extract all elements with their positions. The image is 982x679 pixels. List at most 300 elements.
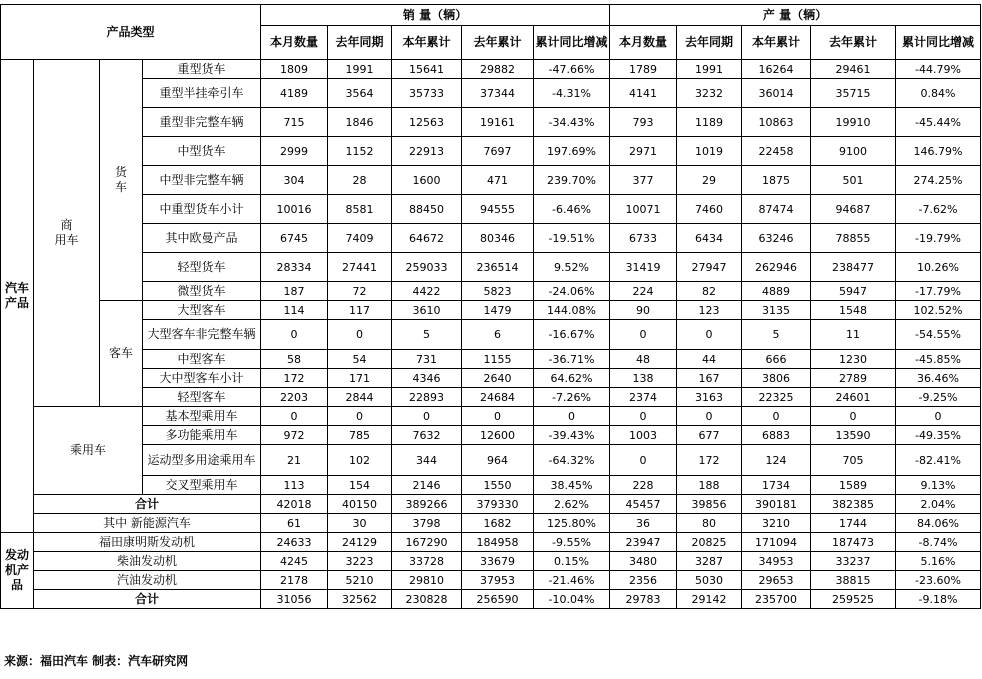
production-value: -49.35% bbox=[896, 426, 981, 445]
sales-value: 2146 bbox=[392, 476, 462, 495]
production-value: 10071 bbox=[610, 195, 677, 224]
sales-value: 10016 bbox=[261, 195, 328, 224]
sales-value: 1846 bbox=[328, 108, 392, 137]
sales-value: 259033 bbox=[392, 253, 462, 282]
production-value: 63246 bbox=[742, 224, 811, 253]
column-header: 累计同比增减 bbox=[896, 26, 981, 60]
sales-value: 3798 bbox=[392, 514, 462, 533]
category-passenger: 乘用车 bbox=[34, 407, 143, 495]
table-row bbox=[1, 533, 981, 552]
production-value: 172 bbox=[677, 445, 742, 476]
production-value: 677 bbox=[677, 426, 742, 445]
production-value: 22458 bbox=[742, 137, 811, 166]
sales-value: 28 bbox=[328, 166, 392, 195]
row-label: 中重型货车小计 bbox=[143, 195, 261, 224]
sales-value: 32562 bbox=[328, 590, 392, 609]
production-value: 13590 bbox=[811, 426, 896, 445]
production-value: 20825 bbox=[677, 533, 742, 552]
table-row bbox=[1, 195, 981, 224]
table-row bbox=[1, 388, 981, 407]
production-value: -54.55% bbox=[896, 320, 981, 350]
sales-value: 1479 bbox=[462, 301, 534, 320]
sales-value: 54 bbox=[328, 350, 392, 369]
row-label: 大型客车 bbox=[143, 301, 261, 320]
production-value: 1734 bbox=[742, 476, 811, 495]
production-value: 377 bbox=[610, 166, 677, 195]
production-group-header: 产 量（辆） bbox=[610, 5, 981, 26]
row-label: 多功能乘用车 bbox=[143, 426, 261, 445]
sales-value: 144.08% bbox=[534, 301, 610, 320]
sales-value: 24129 bbox=[328, 533, 392, 552]
sales-value: 3564 bbox=[328, 79, 392, 108]
sales-value: 972 bbox=[261, 426, 328, 445]
table-row bbox=[1, 253, 981, 282]
production-value: 793 bbox=[610, 108, 677, 137]
production-value: -45.85% bbox=[896, 350, 981, 369]
production-value: 0 bbox=[677, 407, 742, 426]
sales-value: 4346 bbox=[392, 369, 462, 388]
sales-value: -9.55% bbox=[534, 533, 610, 552]
production-value: 23947 bbox=[610, 533, 677, 552]
production-value: 36.46% bbox=[896, 369, 981, 388]
production-value: 1189 bbox=[677, 108, 742, 137]
row-label: 轻型货车 bbox=[143, 253, 261, 282]
sales-value: -16.67% bbox=[534, 320, 610, 350]
sales-value: 731 bbox=[392, 350, 462, 369]
table-row bbox=[1, 407, 981, 426]
row-label: 合计 bbox=[34, 495, 261, 514]
production-value: 82 bbox=[677, 282, 742, 301]
sales-production-table bbox=[0, 4, 981, 609]
sales-value: -21.46% bbox=[534, 571, 610, 590]
row-label: 微型货车 bbox=[143, 282, 261, 301]
table-row bbox=[1, 79, 981, 108]
sales-value: 3610 bbox=[392, 301, 462, 320]
production-value: 6733 bbox=[610, 224, 677, 253]
table-row bbox=[1, 552, 981, 571]
sales-value: 31056 bbox=[261, 590, 328, 609]
category-auto: 汽车 产品 bbox=[1, 60, 34, 533]
row-label: 中型货车 bbox=[143, 137, 261, 166]
production-value: 1548 bbox=[811, 301, 896, 320]
sales-value: 4422 bbox=[392, 282, 462, 301]
sales-value: 19161 bbox=[462, 108, 534, 137]
production-value: 36014 bbox=[742, 79, 811, 108]
sales-value: 33679 bbox=[462, 552, 534, 571]
production-value: 0.84% bbox=[896, 79, 981, 108]
row-label: 基本型乘用车 bbox=[143, 407, 261, 426]
production-value: 1230 bbox=[811, 350, 896, 369]
source-note: 来源：福田汽车 制表：汽车研究网 bbox=[4, 654, 189, 668]
production-value: 3480 bbox=[610, 552, 677, 571]
sales-value: -6.46% bbox=[534, 195, 610, 224]
production-value: 3210 bbox=[742, 514, 811, 533]
production-value: 5 bbox=[742, 320, 811, 350]
sales-value: 64.62% bbox=[534, 369, 610, 388]
sales-value: -19.51% bbox=[534, 224, 610, 253]
row-label: 运动型多用途乘用车 bbox=[143, 445, 261, 476]
production-value: 94687 bbox=[811, 195, 896, 224]
table-row bbox=[1, 590, 981, 609]
production-value: 501 bbox=[811, 166, 896, 195]
production-value: 29461 bbox=[811, 60, 896, 79]
sales-value: 2203 bbox=[261, 388, 328, 407]
sales-value: 40150 bbox=[328, 495, 392, 514]
sales-value: 4245 bbox=[261, 552, 328, 571]
production-value: 1991 bbox=[677, 60, 742, 79]
production-value: 705 bbox=[811, 445, 896, 476]
sales-value: 0 bbox=[392, 407, 462, 426]
production-value: 187473 bbox=[811, 533, 896, 552]
production-value: 22325 bbox=[742, 388, 811, 407]
sales-value: 7632 bbox=[392, 426, 462, 445]
production-value: 33237 bbox=[811, 552, 896, 571]
production-value: 274.25% bbox=[896, 166, 981, 195]
table-row bbox=[1, 350, 981, 369]
production-value: 5947 bbox=[811, 282, 896, 301]
sales-value: -4.31% bbox=[534, 79, 610, 108]
production-value: 6434 bbox=[677, 224, 742, 253]
sales-value: 256590 bbox=[462, 590, 534, 609]
row-label: 合计 bbox=[34, 590, 261, 609]
production-value: 2971 bbox=[610, 137, 677, 166]
production-value: 224 bbox=[610, 282, 677, 301]
sales-value: 2844 bbox=[328, 388, 392, 407]
production-value: 7460 bbox=[677, 195, 742, 224]
column-header: 去年同期 bbox=[328, 26, 392, 60]
production-value: -82.41% bbox=[896, 445, 981, 476]
production-value: 4889 bbox=[742, 282, 811, 301]
sales-value: 29882 bbox=[462, 60, 534, 79]
column-header: 去年累计 bbox=[462, 26, 534, 60]
production-value: 5.16% bbox=[896, 552, 981, 571]
sales-value: 22893 bbox=[392, 388, 462, 407]
production-value: 262946 bbox=[742, 253, 811, 282]
production-value: 238477 bbox=[811, 253, 896, 282]
sales-value: 6 bbox=[462, 320, 534, 350]
sales-value: 113 bbox=[261, 476, 328, 495]
row-label: 福田康明斯发动机 bbox=[34, 533, 261, 552]
column-header: 本月数量 bbox=[261, 26, 328, 60]
column-header: 本年累计 bbox=[742, 26, 811, 60]
sales-value: 24633 bbox=[261, 533, 328, 552]
production-value: 29653 bbox=[742, 571, 811, 590]
sales-value: 187 bbox=[261, 282, 328, 301]
production-value: 2356 bbox=[610, 571, 677, 590]
production-value: 2.04% bbox=[896, 495, 981, 514]
row-label: 中型非完整车辆 bbox=[143, 166, 261, 195]
sales-value: 304 bbox=[261, 166, 328, 195]
sales-value: 0 bbox=[534, 407, 610, 426]
sales-value: 80346 bbox=[462, 224, 534, 253]
table-row bbox=[1, 369, 981, 388]
production-value: 78855 bbox=[811, 224, 896, 253]
sales-value: 2999 bbox=[261, 137, 328, 166]
production-value: 167 bbox=[677, 369, 742, 388]
sales-value: 9.52% bbox=[534, 253, 610, 282]
production-value: 0 bbox=[742, 407, 811, 426]
production-value: 38815 bbox=[811, 571, 896, 590]
table-row bbox=[1, 495, 981, 514]
production-value: 10.26% bbox=[896, 253, 981, 282]
production-value: 4141 bbox=[610, 79, 677, 108]
production-value: 9.13% bbox=[896, 476, 981, 495]
sales-value: 30 bbox=[328, 514, 392, 533]
sales-value: 0 bbox=[328, 320, 392, 350]
sales-value: 5210 bbox=[328, 571, 392, 590]
sales-value: 197.69% bbox=[534, 137, 610, 166]
sales-value: 38.45% bbox=[534, 476, 610, 495]
sales-value: 0 bbox=[261, 407, 328, 426]
sales-value: -39.43% bbox=[534, 426, 610, 445]
production-value: 48 bbox=[610, 350, 677, 369]
sales-value: 64672 bbox=[392, 224, 462, 253]
column-header: 本年累计 bbox=[392, 26, 462, 60]
production-value: 102.52% bbox=[896, 301, 981, 320]
production-value: 1789 bbox=[610, 60, 677, 79]
column-header: 去年同期 bbox=[677, 26, 742, 60]
production-value: 228 bbox=[610, 476, 677, 495]
sales-value: 167290 bbox=[392, 533, 462, 552]
production-value: 235700 bbox=[742, 590, 811, 609]
table-row bbox=[1, 571, 981, 590]
row-label: 轻型客车 bbox=[143, 388, 261, 407]
category-commercial: 商 用车 bbox=[34, 60, 100, 407]
sales-value: 12563 bbox=[392, 108, 462, 137]
production-value: 29783 bbox=[610, 590, 677, 609]
production-value: 3232 bbox=[677, 79, 742, 108]
sales-value: 0 bbox=[462, 407, 534, 426]
production-value: 45457 bbox=[610, 495, 677, 514]
sales-value: 22913 bbox=[392, 137, 462, 166]
sales-value: 0.15% bbox=[534, 552, 610, 571]
production-value: 80 bbox=[677, 514, 742, 533]
sales-value: 184958 bbox=[462, 533, 534, 552]
table-row bbox=[1, 320, 981, 350]
table-row bbox=[1, 108, 981, 137]
sales-value: 29810 bbox=[392, 571, 462, 590]
category-bus: 客车 bbox=[100, 301, 143, 407]
sales-value: 2178 bbox=[261, 571, 328, 590]
column-header: 累计同比增减 bbox=[534, 26, 610, 60]
sales-value: 72 bbox=[328, 282, 392, 301]
sales-value: 964 bbox=[462, 445, 534, 476]
production-value: 90 bbox=[610, 301, 677, 320]
production-value: 390181 bbox=[742, 495, 811, 514]
sales-value: 2.62% bbox=[534, 495, 610, 514]
production-value: 1003 bbox=[610, 426, 677, 445]
sales-value: 88450 bbox=[392, 195, 462, 224]
production-value: -9.18% bbox=[896, 590, 981, 609]
sales-value: 230828 bbox=[392, 590, 462, 609]
production-value: 36 bbox=[610, 514, 677, 533]
production-value: 2789 bbox=[811, 369, 896, 388]
sales-group-header: 销 量（辆） bbox=[261, 5, 610, 26]
production-value: 0 bbox=[896, 407, 981, 426]
production-value: 0 bbox=[610, 320, 677, 350]
table-row bbox=[1, 301, 981, 320]
production-value: 259525 bbox=[811, 590, 896, 609]
table-row bbox=[1, 137, 981, 166]
sales-value: 1550 bbox=[462, 476, 534, 495]
sales-value: -10.04% bbox=[534, 590, 610, 609]
production-value: 29142 bbox=[677, 590, 742, 609]
row-label: 重型非完整车辆 bbox=[143, 108, 261, 137]
table-row bbox=[1, 60, 981, 79]
table-row bbox=[1, 426, 981, 445]
sales-value: 239.70% bbox=[534, 166, 610, 195]
sales-value: 236514 bbox=[462, 253, 534, 282]
sales-value: 389266 bbox=[392, 495, 462, 514]
table-row bbox=[1, 445, 981, 476]
sales-value: 21 bbox=[261, 445, 328, 476]
production-value: -44.79% bbox=[896, 60, 981, 79]
sales-value: 28334 bbox=[261, 253, 328, 282]
production-value: 19910 bbox=[811, 108, 896, 137]
sales-value: 12600 bbox=[462, 426, 534, 445]
table-row bbox=[1, 224, 981, 253]
production-value: 0 bbox=[811, 407, 896, 426]
production-value: 0 bbox=[610, 445, 677, 476]
production-value: 5030 bbox=[677, 571, 742, 590]
production-value: 44 bbox=[677, 350, 742, 369]
sales-value: -24.06% bbox=[534, 282, 610, 301]
sales-value: 102 bbox=[328, 445, 392, 476]
sales-value: 3223 bbox=[328, 552, 392, 571]
sales-value: 94555 bbox=[462, 195, 534, 224]
sales-value: 1155 bbox=[462, 350, 534, 369]
production-value: 3163 bbox=[677, 388, 742, 407]
sales-value: 344 bbox=[392, 445, 462, 476]
production-value: 3135 bbox=[742, 301, 811, 320]
sales-value: 0 bbox=[328, 407, 392, 426]
category-engine: 发动 机产 品 bbox=[1, 533, 34, 609]
sales-value: 58 bbox=[261, 350, 328, 369]
table-row bbox=[1, 476, 981, 495]
production-value: 34953 bbox=[742, 552, 811, 571]
sales-value: 5823 bbox=[462, 282, 534, 301]
sales-value: 715 bbox=[261, 108, 328, 137]
production-value: 11 bbox=[811, 320, 896, 350]
table-row bbox=[1, 166, 981, 195]
row-label: 柴油发动机 bbox=[34, 552, 261, 571]
production-value: 35715 bbox=[811, 79, 896, 108]
production-value: 3287 bbox=[677, 552, 742, 571]
sales-value: 42018 bbox=[261, 495, 328, 514]
sales-value: 61 bbox=[261, 514, 328, 533]
sales-value: 7409 bbox=[328, 224, 392, 253]
production-value: 29 bbox=[677, 166, 742, 195]
production-value: -8.74% bbox=[896, 533, 981, 552]
production-value: -17.79% bbox=[896, 282, 981, 301]
sales-value: 785 bbox=[328, 426, 392, 445]
column-header: 本月数量 bbox=[610, 26, 677, 60]
sales-value: 171 bbox=[328, 369, 392, 388]
production-value: 6883 bbox=[742, 426, 811, 445]
sales-value: 154 bbox=[328, 476, 392, 495]
sales-value: -36.71% bbox=[534, 350, 610, 369]
row-label: 大型客车非完整车辆 bbox=[143, 320, 261, 350]
production-value: 666 bbox=[742, 350, 811, 369]
sales-value: 379330 bbox=[462, 495, 534, 514]
production-value: -19.79% bbox=[896, 224, 981, 253]
production-value: -45.44% bbox=[896, 108, 981, 137]
sales-value: 24684 bbox=[462, 388, 534, 407]
product-type-header: 产品类型 bbox=[1, 5, 261, 60]
sales-value: 117 bbox=[328, 301, 392, 320]
sales-value: 37344 bbox=[462, 79, 534, 108]
sales-value: 4189 bbox=[261, 79, 328, 108]
production-value: 2374 bbox=[610, 388, 677, 407]
production-value: 3806 bbox=[742, 369, 811, 388]
production-value: 1744 bbox=[811, 514, 896, 533]
production-value: 16264 bbox=[742, 60, 811, 79]
row-label: 其中 新能源汽车 bbox=[34, 514, 261, 533]
sales-value: 471 bbox=[462, 166, 534, 195]
sales-value: 1991 bbox=[328, 60, 392, 79]
production-value: 1875 bbox=[742, 166, 811, 195]
production-value: 382385 bbox=[811, 495, 896, 514]
row-label: 中型客车 bbox=[143, 350, 261, 369]
sales-value: -7.26% bbox=[534, 388, 610, 407]
sales-value: 27441 bbox=[328, 253, 392, 282]
sales-value: 1809 bbox=[261, 60, 328, 79]
production-value: 84.06% bbox=[896, 514, 981, 533]
sales-value: 5 bbox=[392, 320, 462, 350]
production-value: -9.25% bbox=[896, 388, 981, 407]
production-value: 1589 bbox=[811, 476, 896, 495]
sales-value: 0 bbox=[261, 320, 328, 350]
sales-value: 2640 bbox=[462, 369, 534, 388]
production-value: 9100 bbox=[811, 137, 896, 166]
production-value: 0 bbox=[610, 407, 677, 426]
production-value: -7.62% bbox=[896, 195, 981, 224]
sales-value: 7697 bbox=[462, 137, 534, 166]
sales-value: 35733 bbox=[392, 79, 462, 108]
production-value: 138 bbox=[610, 369, 677, 388]
sales-value: 1152 bbox=[328, 137, 392, 166]
row-label: 重型半挂牵引车 bbox=[143, 79, 261, 108]
production-value: 0 bbox=[677, 320, 742, 350]
table-row bbox=[1, 282, 981, 301]
category-truck: 货 车 bbox=[100, 60, 143, 301]
sales-value: 172 bbox=[261, 369, 328, 388]
sales-value: 8581 bbox=[328, 195, 392, 224]
production-value: 27947 bbox=[677, 253, 742, 282]
production-value: 171094 bbox=[742, 533, 811, 552]
production-value: 87474 bbox=[742, 195, 811, 224]
row-label: 其中欧曼产品 bbox=[143, 224, 261, 253]
row-label: 大中型客车小计 bbox=[143, 369, 261, 388]
sales-value: 15641 bbox=[392, 60, 462, 79]
production-value: 1019 bbox=[677, 137, 742, 166]
production-value: -23.60% bbox=[896, 571, 981, 590]
sales-value: 33728 bbox=[392, 552, 462, 571]
sales-value: 37953 bbox=[462, 571, 534, 590]
row-label: 重型货车 bbox=[143, 60, 261, 79]
production-value: 31419 bbox=[610, 253, 677, 282]
sales-value: 6745 bbox=[261, 224, 328, 253]
production-value: 146.79% bbox=[896, 137, 981, 166]
column-header: 去年累计 bbox=[811, 26, 896, 60]
row-label: 汽油发动机 bbox=[34, 571, 261, 590]
row-label: 交叉型乘用车 bbox=[143, 476, 261, 495]
production-value: 123 bbox=[677, 301, 742, 320]
production-value: 24601 bbox=[811, 388, 896, 407]
sales-value: 114 bbox=[261, 301, 328, 320]
sales-value: 1600 bbox=[392, 166, 462, 195]
sales-value: 125.80% bbox=[534, 514, 610, 533]
